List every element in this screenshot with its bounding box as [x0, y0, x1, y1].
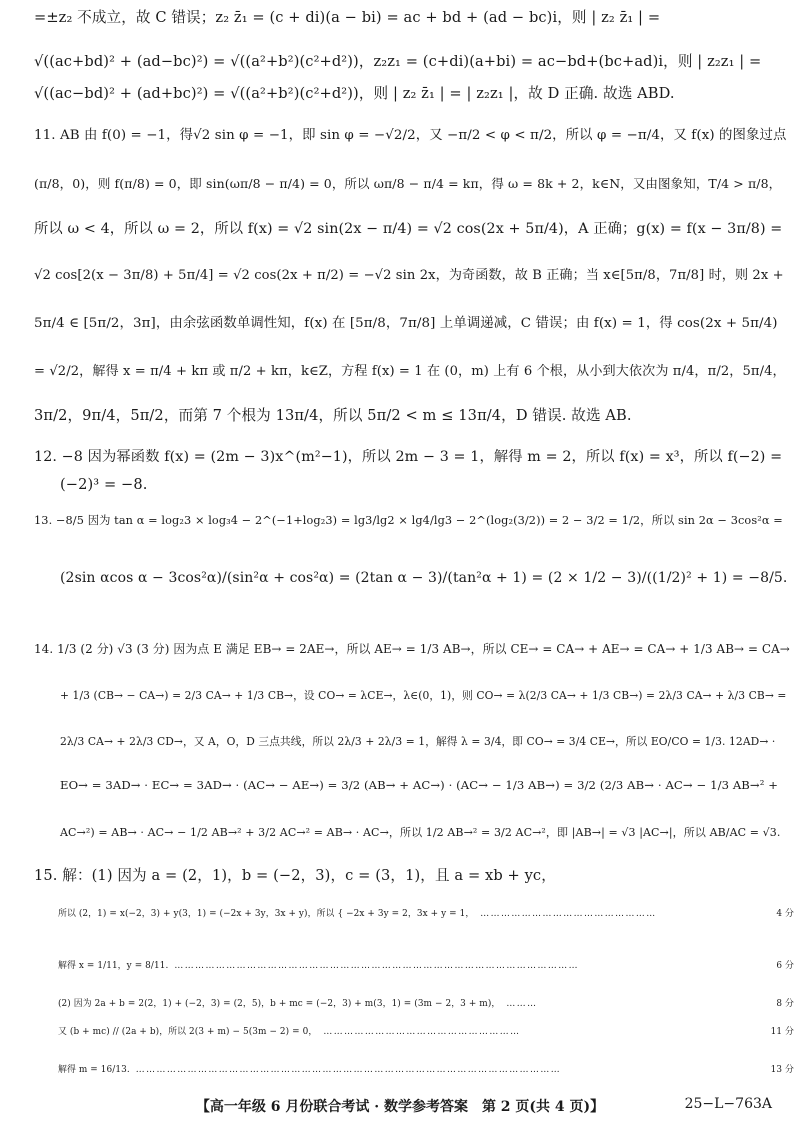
footer-code: 25−L−763A	[684, 1096, 772, 1112]
step-text: 所以 (2，1) = x(−2，3) + y(3，1) = (−2x + 3y，3x + y)，所以 { −2x + 3y = 2，3x + y = 1，	[58, 909, 475, 919]
text-line: EO→ = 3AD→ · EC→ = 3AD→ · (AC→ − AE→) = 3/2 (AB→ + AC→) · (AC→ − 1/3 AB→) = 3/2 (2/3 AB→ · AC→ − 1/3 AB→² +	[60, 778, 779, 792]
text-line: 5π/4 ∈ [5π/2，3π]，由余弦函数单调性知，f(x) 在 [5π/8，7π/8] 上单调递减，C 错误；由 f(x) = 1，得 cos(2x + 5π/4)	[34, 316, 778, 331]
step-text: 又 (b + mc) // (2a + b)，所以 2(3 + m) − 5(3m − 2) = 0，	[58, 1027, 318, 1037]
text-line: √2 cos[2(x − 3π/8) + 5π/4] = √2 cos(2x + π/2) = −√2 sin 2x，为奇函数，故 B 正确；当 x∈[5π/8，7π/8] 时，则 2x +	[34, 268, 784, 283]
problem-12: 12. −8 因为幂函数 f(x) = (2m − 3)x^(m²−1)，所以 2m − 3 = 1，解得 m = 2，所以 f(x) = x³，所以 f(−2) =	[34, 449, 783, 465]
problem-14: 14. 1/3 (2 分) √3 (3 分) 因为点 E 满足 EB→ = 2AE→，所以 AE→ = 1/3 AB→，所以 CE→ = CA→ + AE→ = CA→ + 1/3 AB→ = CA→	[34, 642, 790, 656]
text-line: =±z₂ 不成立，故 C 错误；z₂ z̄₁ = (c + di)(a − bi) = ac + bd + (ad − bc)i，则 | z₂ z̄₁ | =	[34, 9, 661, 26]
scored-step	[58, 996, 794, 1009]
leader-dots: ………………………………………………………………………………………………………	[174, 961, 580, 971]
footer-title: 【高一年级 6 月份联合考试 · 数学参考答案 第 2 页(共 4 页)】	[195, 1099, 605, 1115]
scored-step	[58, 1024, 794, 1037]
problem-15: 15. 解：(1) 因为 a = (2，1)，b = (−2，3)，c = (3，1)，且 a = xb + yc，	[34, 867, 556, 884]
text-line: √((ac+bd)² + (ad−bc)²) = √((a²+b²)(c²+d²))，z₂z₁ = (c+di)(a+bi) = ac−bd+(bc+ad)i，则 | z₂z₁ | =	[34, 53, 762, 70]
leader-dots: ……………………………………………	[480, 909, 657, 919]
leader-dots: …………………………………………………	[323, 1027, 521, 1037]
step-score: 8 分	[776, 999, 794, 1009]
text-line: (π/8，0)，则 f(π/8) = 0，即 sin(ωπ/8 − π/4) = 0，所以 ωπ/8 − π/4 = kπ，得 ω = 8k + 2，k∈N，又由图象知，T/4 > π/8，	[34, 176, 782, 191]
problem-13: 13. −8/5 因为 tan α = log₂3 × log₃4 − 2^(−1+log₂3) = lg3/lg2 × lg4/lg3 − 2^(log₂(3/2)) = 2 − 3/2 = 1/2，所以 sin 2α − 3cos²α =	[34, 514, 783, 527]
text-line: 3π/2，9π/4，5π/2，而第 7 个根为 13π/4，所以 5π/2 < m ≤ 13π/4，D 错误. 故选 AB.	[34, 407, 632, 424]
step-text: 解得 x = 1/11，y = 8/11.	[58, 961, 169, 971]
text-line: 所以 ω < 4，所以 ω = 2，所以 f(x) = √2 sin(2x − π/4) = √2 cos(2x + 5π/4)，A 正确；g(x) = f(x − 3π/8) =	[34, 221, 783, 237]
step-text: 解得 m = 16/13.	[58, 1065, 130, 1075]
step-score: 11 分	[770, 1027, 794, 1037]
scored-step	[58, 1062, 794, 1075]
step-score: 6 分	[776, 961, 794, 971]
text-line: AC→²) = AB→ · AC→ − 1/2 AB→² + 3/2 AC→² = AB→ · AC→，所以 1/2 AB→² = 3/2 AC→²，即 |AB→| = √3 |AC→|，所以 AB/AC = √3.	[60, 826, 781, 839]
leader-dots: ………	[506, 999, 538, 1009]
scored-step	[58, 958, 794, 971]
text-line: 2λ/3 CA→ + 2λ/3 CD→，又 A，O，D 三点共线，所以 2λ/3 + 2λ/3 = 1，解得 λ = 3/4，即 CO→ = 3/4 CE→，所以 EO/CO = 1/3. 12AD→ ·	[60, 735, 776, 748]
step-text: (2) 因为 2a + b = 2(2，1) + (−2，3) = (2，5)，b + mc = (−2，3) + m(3，1) = (3m − 2，3 + m)，	[58, 999, 501, 1009]
leader-dots: ……………………………………………………………………………………………………………	[135, 1065, 562, 1075]
problem-11: 11. AB 由 f(0) = −1，得√2 sin φ = −1，即 sin φ = −√2/2，又 −π/2 < φ < π/2，所以 φ = −π/4，又 f(x) 的图象过点	[34, 128, 787, 143]
step-score: 4 分	[776, 909, 794, 919]
text-line: √((ac−bd)² + (ad+bc)²) = √((a²+b²)(c²+d²))，则 | z₂ z̄₁ | = | z₂z₁ |，故 D 正确. 故选 ABD.	[34, 85, 675, 102]
text-line: (2sin αcos α − 3cos²α)/(sin²α + cos²α) = (2tan α − 3)/(tan²α + 1) = (2 × 1/2 − 3)/((1/2)² + 1) = −8/5.	[60, 570, 788, 586]
text-line: + 1/3 (CB→ − CA→) = 2/3 CA→ + 1/3 CB→，设 CO→ = λCE→，λ∈(0，1)，则 CO→ = λ(2/3 CA→ + 1/3 CB→) = 2λ/3 CA→ + λ/3 CB→ =	[60, 689, 787, 702]
text-line: = √2/2，解得 x = π/4 + kπ 或 π/2 + kπ，k∈Z，方程 f(x) = 1 在 (0，m) 上有 6 个根，从小到大依次为 π/4，π/2，5π/4，	[34, 364, 786, 379]
text-line: (−2)³ = −8.	[60, 476, 148, 493]
scored-step	[58, 906, 794, 919]
step-score: 13 分	[770, 1065, 794, 1075]
